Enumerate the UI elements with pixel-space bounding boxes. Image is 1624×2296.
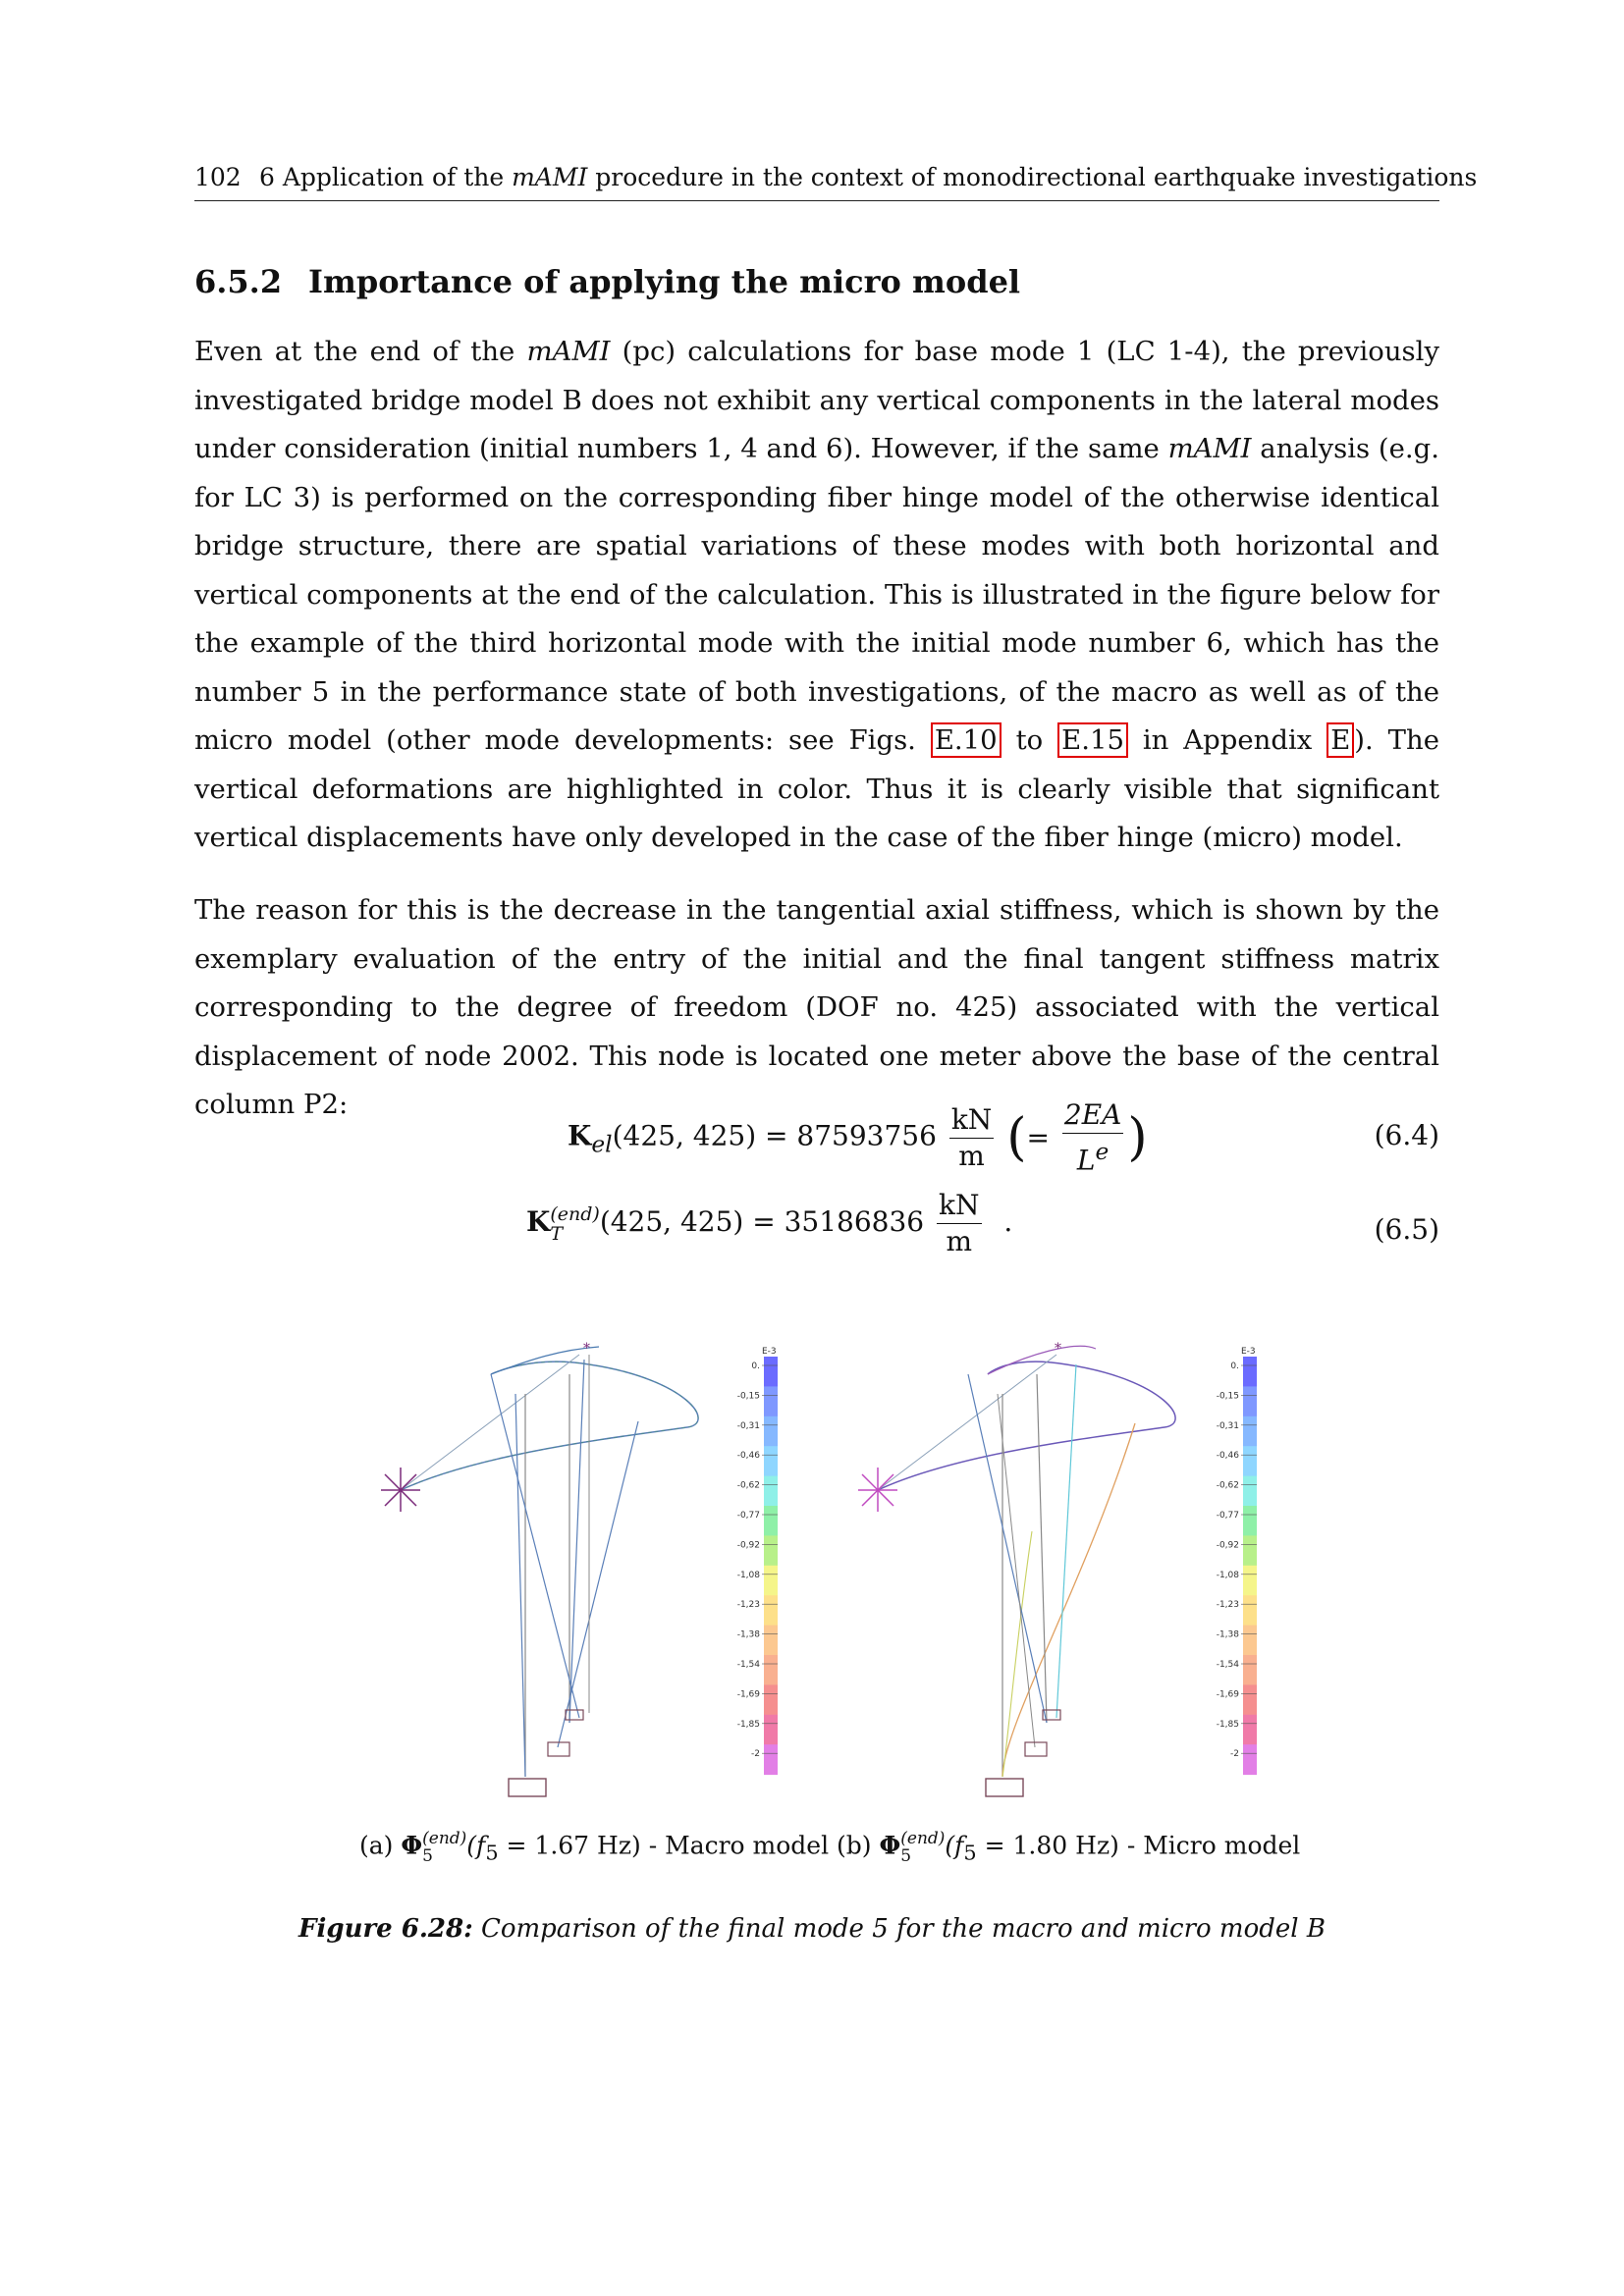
legend-color-band <box>1243 1744 1257 1775</box>
legend-tick-label: 0. <box>1230 1362 1239 1371</box>
legend-color-band <box>764 1715 778 1745</box>
node-marker: * <box>1055 1341 1061 1357</box>
legend-tick-label: -0,62 <box>1216 1480 1239 1491</box>
abutment-support-symbol <box>381 1468 420 1512</box>
legend-color-band <box>764 1476 778 1507</box>
node-marker: * <box>583 1341 590 1357</box>
legend-tick-label: -0,92 <box>1216 1540 1239 1551</box>
legend-tick-label: -2 <box>1230 1749 1239 1760</box>
legend-tick-label: -1,38 <box>736 1629 760 1640</box>
mami-term: mAMI <box>526 336 611 367</box>
legend-color-band <box>1243 1416 1257 1447</box>
legend-color-band <box>1243 1595 1257 1626</box>
section-title: Importance of applying the micro model <box>308 263 1021 300</box>
legend-color-band <box>764 1626 778 1656</box>
legend-tick-label: -0,92 <box>736 1540 760 1551</box>
ref-fig-e15-link[interactable]: E.15 <box>1057 722 1128 758</box>
figure-caption <box>0 1914 1624 1944</box>
bridge-columns <box>968 1364 1135 1777</box>
legend-color-band <box>1243 1446 1257 1476</box>
column-foundations <box>509 1710 583 1796</box>
legend-color-band <box>764 1535 778 1566</box>
abutment-support-symbol <box>858 1468 897 1512</box>
equation-number-6-5: (6.5) <box>1374 1213 1439 1246</box>
subfigure-caption-b: (b) Φ(end) 5 ($f_5 = 1.80$ Hz) - Micro model <box>837 1829 1301 1866</box>
legend-color-band <box>1243 1715 1257 1745</box>
figure-caption-text: Comparison of the final mode 5 for the macro and micro model B <box>472 1914 1326 1944</box>
equation-6-4: $K_{el}(425$, 425) = 87593756 $\frac{kN}{m}$ (= $\frac{2EA}{L^e}$ ) <box>568 1098 1148 1177</box>
legend-tick-label: -0,15 <box>1216 1391 1239 1402</box>
legend-tick-label: -1,54 <box>1216 1660 1239 1670</box>
legend-tick-label: -0,62 <box>736 1480 760 1491</box>
legend-tick-label: -2 <box>751 1749 760 1760</box>
section-number: 6.5.2 <box>194 263 283 300</box>
running-header <box>194 159 1478 201</box>
ref-fig-e10-link[interactable]: E.10 <box>931 722 1001 758</box>
legend-color-band <box>1243 1535 1257 1566</box>
running-title: 6 Application of the mAMI procedure in the context of monodirectional earthquake investigations <box>259 163 1478 191</box>
equation-number-6-4: (6.4) <box>1374 1119 1439 1151</box>
equation-6-5: K(end) T (425, 425) = 35186836 $\frac{kN}{m}$ . <box>526 1189 1013 1257</box>
legend-tick-label: -0,31 <box>736 1420 760 1431</box>
legend-tick-label: -0,77 <box>736 1511 760 1521</box>
unit-fraction: $\frac{kN}{m}$ <box>950 1102 993 1172</box>
legend-tick-label: -1,38 <box>1216 1629 1239 1640</box>
legend-color-band <box>764 1684 778 1715</box>
unit-fraction: $\frac{kN}{m}$ <box>939 1189 980 1257</box>
legend-color-band <box>764 1566 778 1596</box>
page-number: 102 <box>194 163 242 191</box>
legend-tick-label: -1,54 <box>736 1660 760 1670</box>
subfigure-caption-a: (a) Φ(end) 5 ($f_5 = 1.67$ Hz) - Macro model <box>359 1829 830 1866</box>
legend-color-band <box>1243 1655 1257 1685</box>
legend-color-band <box>764 1357 778 1387</box>
legend-tick-label: -1,08 <box>736 1570 760 1580</box>
legend-tick-label: -0,46 <box>736 1451 760 1462</box>
displacement-legend-a <box>727 1345 785 1816</box>
legend-tick-label: -0,77 <box>1216 1511 1239 1521</box>
paragraph-1: Even at the end of the mAMI (pc) calculations for base mode 1 (LC 1-4), the previously investigated bridge model B does not exhibit any vertical components in the lateral modes under consideration (initial numbers 1, 4 and 6). However, if the same mAMI analysis (e.g. for LC 3) is performed on the corresponding fiber hinge model of the otherwise identical bridge structure, there are spatial variations of these modes with both horizontal and vertical components at the end of the calculation. This is illustrated in the figure below for the example of the third horizontal mode with the initial mode number 6, which has the number 5 in the performance state of both investigations, of the macro as well as of the micro model (other mode developments: see Figs. E.10 to E.15 in Appendix E ). The vertical deformations are highlighted in color. Thus it is clearly visible that significant vertical displacements have only developed in the case of the fiber hinge (micro) model. <box>194 336 1440 853</box>
legend-tick-label: -1,69 <box>736 1689 760 1700</box>
bridge-deck-curve <box>878 1346 1175 1490</box>
legend-color-band <box>1243 1506 1257 1536</box>
legend-color-band <box>764 1595 778 1626</box>
legend-color-band <box>1243 1684 1257 1715</box>
legend-exponent: E-3 <box>762 1347 777 1357</box>
legend-color-band <box>1243 1626 1257 1656</box>
legend-tick-label: -1,85 <box>736 1719 760 1730</box>
figure-label: Figure 6.28: <box>298 1914 473 1944</box>
legend-tick-label: -0,46 <box>1216 1451 1239 1462</box>
stiffness-fraction: $\frac{2EA}{L^e}$ <box>1063 1098 1122 1177</box>
legend-tick-label: 0. <box>751 1362 760 1371</box>
paragraph-2: The reason for this is the decrease in the tangential axial stiffness, which is shown by the exemplary evaluation of the entry of the initial and the final tangent stiffness matrix corresponding to the degree of freedom (DOF no. 425) associated with the vertical displacement of node 2002. This node is located one meter above the base of the central column P2: <box>194 894 1439 1120</box>
bridge-columns <box>491 1355 638 1777</box>
legend-color-band <box>764 1506 778 1536</box>
legend-color-band <box>1243 1386 1257 1416</box>
legend-tick-label: -1,69 <box>1216 1689 1239 1700</box>
bridge-deck-curve <box>401 1347 698 1490</box>
legend-color-band <box>764 1386 778 1416</box>
legend-tick-label: -1,23 <box>1216 1600 1239 1611</box>
legend-color-band <box>764 1446 778 1476</box>
legend-color-band <box>764 1655 778 1685</box>
legend-tick-label: -1,85 <box>1216 1719 1239 1730</box>
legend-tick-label: -1,23 <box>736 1600 760 1611</box>
legend-tick-label: -0,31 <box>1216 1420 1239 1431</box>
mami-term: mAMI <box>1167 433 1252 464</box>
legend-color-band <box>1243 1476 1257 1507</box>
legend-color-band <box>1243 1566 1257 1596</box>
ref-appendix-e-link[interactable]: E <box>1326 722 1354 758</box>
legend-color-band <box>764 1416 778 1447</box>
legend-tick-label: -0,15 <box>736 1391 760 1402</box>
legend-tick-label: -1,08 <box>1216 1570 1239 1580</box>
legend-exponent: E-3 <box>1241 1347 1256 1357</box>
section-heading <box>194 263 1020 300</box>
legend-color-band <box>764 1744 778 1775</box>
legend-color-band <box>1243 1357 1257 1387</box>
column-foundations <box>986 1710 1060 1796</box>
displacement-legend-b <box>1206 1345 1265 1816</box>
